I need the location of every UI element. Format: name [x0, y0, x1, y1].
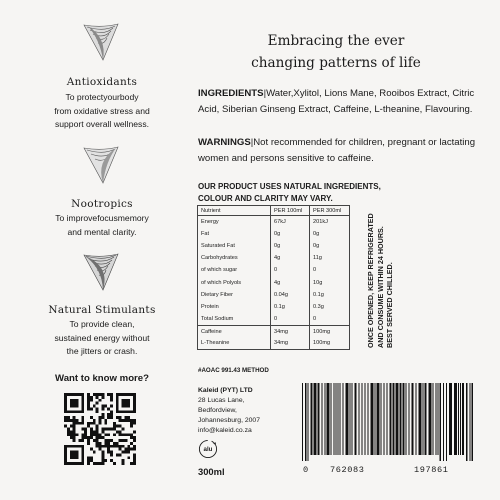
alu-recycle-icon: [198, 439, 218, 459]
nutrition-header-row: [198, 206, 350, 216]
value-per-100ml: 0.1g: [271, 301, 310, 313]
tagline-line: Embracing the ever: [267, 33, 405, 49]
value-per-100ml: 4g: [271, 252, 310, 264]
email-link[interactable]: info@kaleid.co.za: [198, 427, 252, 434]
nutrition-row: [198, 325, 350, 337]
storage-line: ONCE OPENED, KEEP REFRIGERATED: [366, 213, 375, 348]
storage-line: BEST SERVED CHILLED.: [385, 262, 394, 348]
desc-line: To provide clean,: [69, 319, 135, 329]
benefit-title-natural-stimulants: Natural Stimulants: [48, 304, 156, 316]
value-per-100ml: 67kJ: [271, 216, 310, 228]
nutrition-row: [198, 252, 350, 264]
warnings-label: WARNINGS: [198, 137, 251, 148]
note-line: COLOUR AND CLARITY MAY VARY.: [198, 194, 333, 203]
natural-stimulants-swirl-icon: [82, 252, 120, 292]
benefit-title-nootropics: Nootropics: [71, 198, 133, 210]
nutrient-name: Protein: [198, 301, 271, 313]
benefit-desc-nootropics: [34, 212, 170, 239]
warnings-text: |Not recommended for children, pregnant or lactating women and persons sensitive to caffeine.: [198, 137, 476, 164]
antioxidants-swirl-icon: [82, 22, 120, 62]
ingredients-text: |Water,Xylitol, Lions Mane, Rooibos Extract, Citric Acid, Siberian Ginseng Extract, Caffeine, L-theanine, Flavouring.: [198, 88, 475, 115]
nutrition-row: [198, 301, 350, 313]
barcode-left-digits: 762083: [330, 465, 365, 475]
nootropics-swirl-icon: [82, 145, 120, 185]
alu-label: alu: [203, 446, 213, 454]
desc-line: To improvefocusmemory: [55, 213, 149, 223]
storage-instructions: [366, 210, 396, 348]
nutrient-name: of which sugar: [198, 264, 271, 276]
value-per-300ml: 0g: [310, 228, 350, 240]
desc-line: from oxidative stress and: [54, 105, 150, 116]
nutrient-name: of which Polyols: [198, 276, 271, 288]
header-per-300ml: PER 300ml: [310, 206, 350, 216]
company-address: [198, 386, 298, 436]
desc-line: the jitters or crash.: [66, 346, 138, 356]
nutrition-row: [198, 276, 350, 288]
desc-line: and mental clarity.: [67, 226, 137, 237]
header-per-100ml: PER 100ml: [271, 206, 310, 216]
qr-code[interactable]: [64, 393, 136, 465]
value-per-300ml: 0: [310, 313, 350, 325]
want-to-know-more-heading: Want to know more?: [55, 373, 149, 384]
tagline: [220, 30, 452, 74]
benefit-desc-natural-stimulants: [34, 318, 170, 359]
nutrition-row: [198, 264, 350, 276]
tagline-line: changing patterns of life: [251, 55, 421, 71]
address-line: Bedfordview,: [198, 407, 237, 414]
value-per-100ml: 0g: [271, 240, 310, 252]
value-per-300ml: 0g: [310, 240, 350, 252]
nutrient-name: Dietary Fiber: [198, 289, 271, 301]
nutrition-row: [198, 289, 350, 301]
storage-line: AND CONSUME WITHIN 24 HOURS.: [375, 226, 385, 348]
nutrition-row: [198, 216, 350, 228]
value-per-300ml: 10g: [310, 276, 350, 288]
nutrient-name: Total Sodium: [198, 313, 271, 325]
company-name: Kaleid (PYT) LTD: [198, 387, 253, 394]
value-per-300ml: 11g: [310, 252, 350, 264]
benefit-title-antioxidants: Antioxidants: [66, 76, 138, 88]
barcode: [300, 383, 476, 461]
barcode-first-digit: 0: [303, 465, 309, 475]
nutrition-table: [197, 205, 350, 350]
barcode-right-digits: 197861: [414, 465, 449, 475]
address-line: Johannesburg, 2007: [198, 417, 260, 424]
value-per-300ml: 100mg: [310, 337, 350, 349]
nutrition-row: [198, 337, 350, 349]
value-per-300ml: 0.3g: [310, 301, 350, 313]
aoac-method-note: #AOAC 991.43 METHOD: [198, 367, 269, 374]
desc-line: sustained energy without: [54, 332, 150, 343]
nutrition-row: [198, 240, 350, 252]
nutrition-row: [198, 228, 350, 240]
value-per-300ml: 201kJ: [310, 216, 350, 228]
nutrient-name: Carbohydrates: [198, 252, 271, 264]
header-nutrient: Nutrient: [198, 206, 271, 216]
natural-ingredients-note: [198, 181, 398, 205]
nutrient-name: Fat: [198, 228, 271, 240]
desc-line: support overall wellness.: [54, 119, 150, 129]
value-per-300ml: 0: [310, 264, 350, 276]
address-line: 28 Lucas Lane,: [198, 397, 245, 404]
value-per-100ml: 34mg: [271, 337, 310, 349]
value-per-100ml: 34mg: [271, 325, 310, 337]
volume-label: 300ml: [198, 466, 225, 477]
nutrient-name: Energy: [198, 216, 271, 228]
desc-line: To protectyourbody: [65, 92, 139, 102]
value-per-100ml: 0: [271, 313, 310, 325]
value-per-100ml: 0: [271, 264, 310, 276]
benefit-desc-antioxidants: [34, 91, 170, 132]
value-per-100ml: 4g: [271, 276, 310, 288]
nutrient-name: Caffeine: [198, 325, 271, 337]
value-per-100ml: 0g: [271, 228, 310, 240]
nutrient-name: L-Theanine: [198, 337, 271, 349]
ingredients-block: [198, 86, 476, 118]
warnings-block: [198, 135, 476, 167]
nutrient-name: Saturated Fat: [198, 240, 271, 252]
note-line: OUR PRODUCT USES NATURAL INGREDIENTS,: [198, 182, 381, 191]
nutrition-row: [198, 313, 350, 325]
value-per-300ml: 0.1g: [310, 289, 350, 301]
value-per-300ml: 100mg: [310, 325, 350, 337]
value-per-100ml: 0.04g: [271, 289, 310, 301]
ingredients-label: INGREDIENTS: [198, 88, 264, 99]
